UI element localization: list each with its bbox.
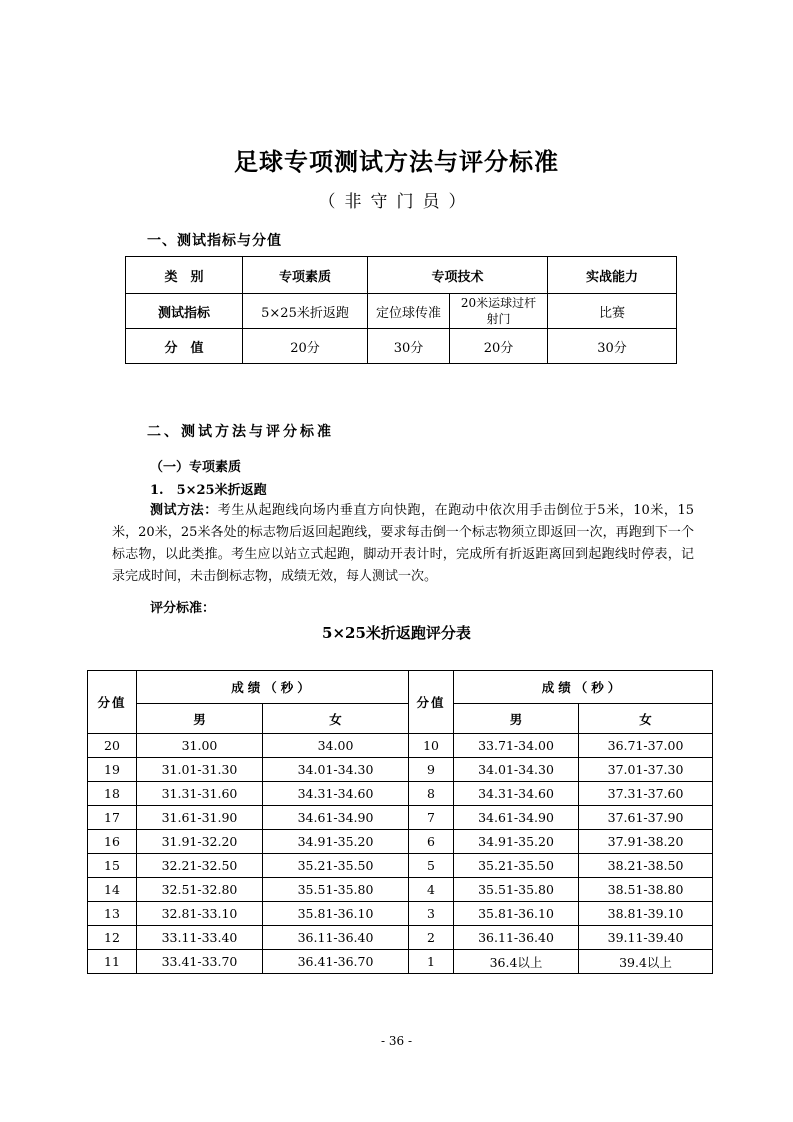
result-header-left: 成绩（秒） bbox=[137, 671, 409, 704]
table2-caption: 5×25米折返跑评分表 bbox=[322, 624, 471, 642]
table-cell: 34.01-34.30 bbox=[263, 758, 409, 782]
table-cell: 32.21-32.50 bbox=[137, 854, 263, 878]
table-cell: 4 bbox=[409, 878, 454, 902]
table-cell: 8 bbox=[409, 782, 454, 806]
shuttle-run-score-table bbox=[87, 670, 713, 974]
item-heading: 1. 5×25米折返跑 bbox=[150, 483, 267, 498]
table-cell: 19 bbox=[88, 758, 137, 782]
male-header: 男 bbox=[137, 704, 263, 734]
table-cell: 36.11-36.40 bbox=[454, 926, 579, 950]
table-cell: 39.4以上 bbox=[579, 950, 713, 974]
table-cell: 34.91-35.20 bbox=[454, 830, 579, 854]
table-cell: 34.01-34.30 bbox=[454, 758, 579, 782]
table-cell: 3 bbox=[409, 902, 454, 926]
table-cell: 16 bbox=[88, 830, 137, 854]
table-cell: 35.21-35.50 bbox=[454, 854, 579, 878]
table1-header-category: 类 别 bbox=[126, 257, 243, 294]
score-header-right: 分值 bbox=[409, 671, 454, 734]
table1-indicator-label: 测试指标 bbox=[126, 294, 243, 329]
table-cell: 31.91-32.20 bbox=[137, 830, 263, 854]
method-label: 测试方法： bbox=[150, 503, 218, 518]
table-cell: 34.61-34.90 bbox=[454, 806, 579, 830]
table1-indicator-cell: 20米运球过杆射门 bbox=[450, 294, 548, 329]
table-cell: 15 bbox=[88, 854, 137, 878]
table-cell: 20 bbox=[88, 734, 137, 758]
table-cell: 12 bbox=[88, 926, 137, 950]
table-row bbox=[88, 758, 713, 782]
table-cell: 36.4以上 bbox=[454, 950, 579, 974]
page-title: 足球专项测试方法与评分标准 bbox=[234, 147, 559, 176]
table-cell: 38.51-38.80 bbox=[579, 878, 713, 902]
table-cell: 32.81-33.10 bbox=[137, 902, 263, 926]
table-cell: 34.61-34.90 bbox=[263, 806, 409, 830]
table-cell: 39.11-39.40 bbox=[579, 926, 713, 950]
table-cell: 32.51-32.80 bbox=[137, 878, 263, 902]
table-cell: 31.31-31.60 bbox=[137, 782, 263, 806]
section-heading-2: 二、测试方法与评分标准 bbox=[147, 424, 334, 440]
table-cell: 13 bbox=[88, 902, 137, 926]
table-row bbox=[88, 926, 713, 950]
subsection-heading: （一）专项素质 bbox=[150, 460, 242, 475]
table-cell: 35.51-35.80 bbox=[263, 878, 409, 902]
table-cell: 37.01-37.30 bbox=[579, 758, 713, 782]
table-cell: 17 bbox=[88, 806, 137, 830]
table-cell: 1 bbox=[409, 950, 454, 974]
table-row bbox=[88, 830, 713, 854]
table-cell: 33.11-33.40 bbox=[137, 926, 263, 950]
table-cell: 37.31-37.60 bbox=[579, 782, 713, 806]
table-cell: 34.00 bbox=[263, 734, 409, 758]
table-cell: 37.61-37.90 bbox=[579, 806, 713, 830]
table-cell: 35.51-35.80 bbox=[454, 878, 579, 902]
method-text: 考生从起跑线向场内垂直方向快跑，在跑动中依次用手击倒位于5米，10米，15米，20米，25米各处的标志物后返回起跑线，要求每击倒一个标志物须立即返回一次，再跑到下一个标志物，以此类推。考生应以站立式起跑，脚动开表计时，完成所有折返距离回到起跑线时停表，记录完成时间，未击倒标志物，成绩无效，每人测试一次。 bbox=[112, 503, 694, 584]
page-number: - 36 - bbox=[380, 1034, 412, 1048]
table-row bbox=[88, 950, 713, 974]
table1-indicator-cell: 定位球传准 bbox=[368, 294, 450, 329]
indicator-score-table bbox=[125, 256, 677, 364]
table-row bbox=[88, 854, 713, 878]
table-cell: 6 bbox=[409, 830, 454, 854]
table-cell: 10 bbox=[409, 734, 454, 758]
table-cell: 31.61-31.90 bbox=[137, 806, 263, 830]
score-header-left: 分值 bbox=[88, 671, 137, 734]
table1-score-cell: 20分 bbox=[243, 329, 368, 364]
table-cell: 2 bbox=[409, 926, 454, 950]
male-header: 男 bbox=[454, 704, 579, 734]
table-cell: 7 bbox=[409, 806, 454, 830]
table-cell: 34.31-34.60 bbox=[263, 782, 409, 806]
table1-score-cell: 30分 bbox=[368, 329, 450, 364]
table-row bbox=[88, 734, 713, 758]
table1-indicator-cell: 5×25米折返跑 bbox=[243, 294, 368, 329]
table-cell: 35.81-36.10 bbox=[454, 902, 579, 926]
table-cell: 36.71-37.00 bbox=[579, 734, 713, 758]
table1-header-quality: 专项素质 bbox=[243, 257, 368, 294]
female-header: 女 bbox=[579, 704, 713, 734]
scoring-label: 评分标准： bbox=[150, 601, 216, 616]
table-cell: 37.91-38.20 bbox=[579, 830, 713, 854]
table-cell: 34.31-34.60 bbox=[454, 782, 579, 806]
table-cell: 9 bbox=[409, 758, 454, 782]
table-cell: 18 bbox=[88, 782, 137, 806]
table1-header-combat: 实战能力 bbox=[548, 257, 677, 294]
method-paragraph bbox=[112, 500, 694, 588]
table-row bbox=[88, 878, 713, 902]
table-cell: 38.81-39.10 bbox=[579, 902, 713, 926]
page-subtitle: （非守门员） bbox=[318, 192, 475, 212]
table-cell: 5 bbox=[409, 854, 454, 878]
table-cell: 31.00 bbox=[137, 734, 263, 758]
table-cell: 33.71-34.00 bbox=[454, 734, 579, 758]
table-cell: 11 bbox=[88, 950, 137, 974]
table-cell: 38.21-38.50 bbox=[579, 854, 713, 878]
table-cell: 31.01-31.30 bbox=[137, 758, 263, 782]
result-header-right: 成绩（秒） bbox=[454, 671, 713, 704]
table-row bbox=[88, 902, 713, 926]
table1-score-label: 分 值 bbox=[126, 329, 243, 364]
female-header: 女 bbox=[263, 704, 409, 734]
table-cell: 36.41-36.70 bbox=[263, 950, 409, 974]
table-cell: 14 bbox=[88, 878, 137, 902]
table1-indicator-cell: 比赛 bbox=[548, 294, 677, 329]
table1-header-technique: 专项技术 bbox=[368, 257, 548, 294]
table-row bbox=[88, 782, 713, 806]
table-cell: 33.41-33.70 bbox=[137, 950, 263, 974]
table-row bbox=[88, 806, 713, 830]
table1-score-cell: 20分 bbox=[450, 329, 548, 364]
section-heading-1: 一、测试指标与分值 bbox=[147, 233, 282, 249]
table-cell: 35.21-35.50 bbox=[263, 854, 409, 878]
table-cell: 36.11-36.40 bbox=[263, 926, 409, 950]
table-cell: 34.91-35.20 bbox=[263, 830, 409, 854]
table-cell: 35.81-36.10 bbox=[263, 902, 409, 926]
table1-score-cell: 30分 bbox=[548, 329, 677, 364]
